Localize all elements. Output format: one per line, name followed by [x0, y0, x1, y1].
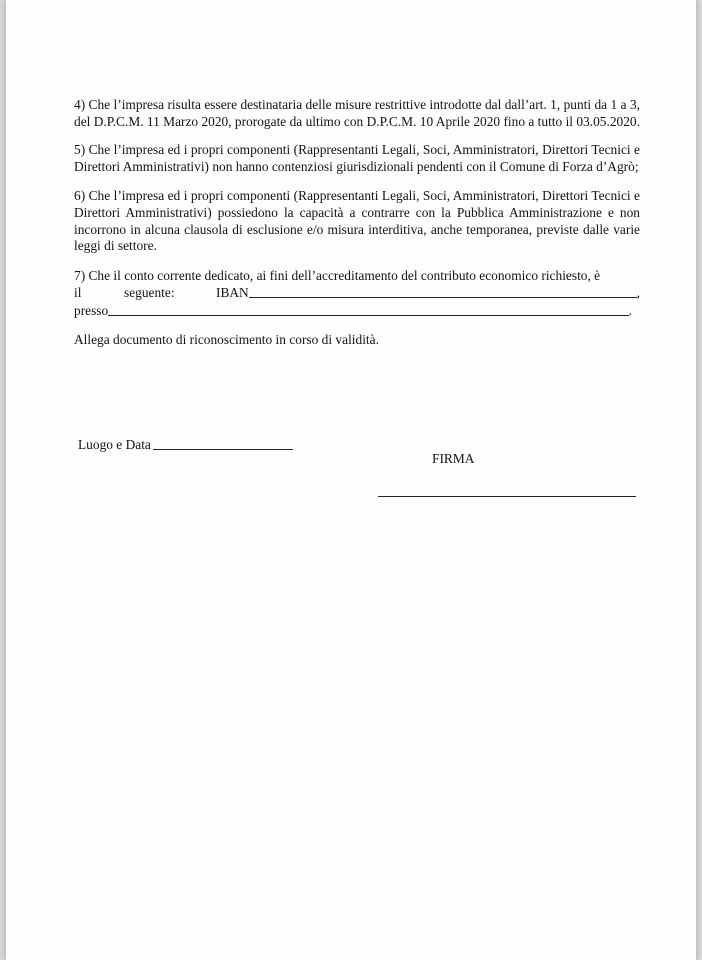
item-7-intro: 7) Che il conto corrente dedicato, ai fini dell’accreditamento del contributo economico richiesto, è: [74, 267, 601, 283]
paragraph-item-4: 4) Che l’impresa risulta essere destinataria delle misure restrittive introdotte dal dall’art. 1, punti da 1 a 3, del D.P.C.M. 11 Marzo 2020, prorogate da ultimo con D.P.C.M. 10 Aprile 2020 fino a tutto il 03.05.2020.: [74, 97, 640, 129]
attachment-note: Allega documento di riconoscimento in corso di validità.: [74, 332, 379, 348]
iban-row: [74, 284, 640, 301]
signature-label: FIRMA: [432, 451, 475, 466]
seguente-label: seguente:: [124, 284, 175, 300]
place-date-field[interactable]: [153, 436, 293, 450]
iban-label: IBAN: [216, 284, 249, 300]
paragraph-item-5: 5) Che l’impresa ed i propri componenti (Rappresentanti Legali, Soci, Amministratori, Direttori Tecnici e Direttori Amministrativi) non hanno contenziosi giurisdizionali pendenti con il Comune di Forza d’Agrò;: [74, 142, 640, 174]
paragraph-item-6: 6) Che l’impresa ed i propri componenti (Rappresentanti Legali, Soci, Amministratori, Direttori Tecnici e Direttori Amministrativi) possiedono la capacità a contrarre con la Pubblica Amministrazione e non incorrono in alcuna clausola di esclusione e/o misura interditiva, anche temporanea, previste dalle varie leggi di settore.: [74, 188, 640, 254]
document-body: [74, 97, 640, 362]
presso-field[interactable]: [108, 302, 628, 316]
iban-end-punctuation: ,: [636, 284, 640, 300]
place-date-label: Luogo e Data: [78, 437, 151, 452]
iban-field[interactable]: [249, 284, 637, 298]
paragraph-item-7: [74, 268, 640, 320]
presso-label: presso: [74, 302, 109, 318]
presso-row: [74, 302, 640, 319]
document-page: [6, 0, 696, 960]
signature-line[interactable]: [378, 496, 636, 497]
presso-end-punctuation: .: [628, 302, 632, 318]
il-label: il: [74, 284, 82, 300]
place-date-row: [78, 436, 293, 453]
